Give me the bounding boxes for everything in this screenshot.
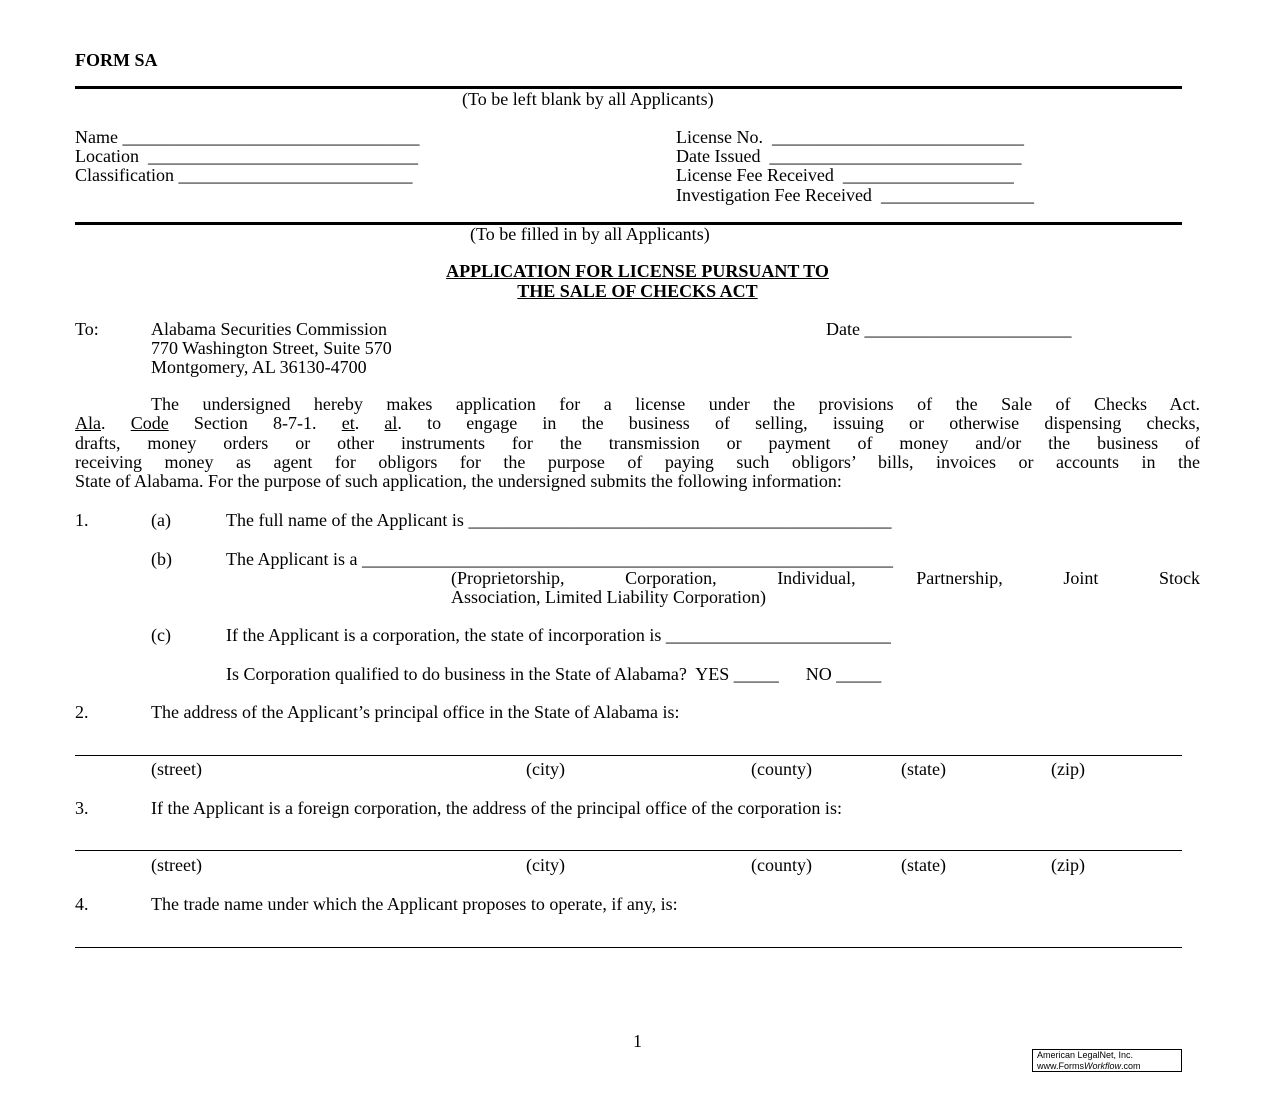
addressee-line2: 770 Washington Street, Suite 570 (151, 338, 392, 358)
state-of-incorporation-blank[interactable]: _________________________ (665, 625, 891, 645)
intro-line: The undersigned hereby makes application for a license under the provisions of the Sale of Checks Act. (151, 394, 1200, 414)
intro-line: State of Alabama. For the purpose of such application, the undersigned submits the following information: (75, 471, 842, 492)
office-field-classification: Classification __________________________ (75, 165, 413, 185)
publisher-url: www.FormsWorkflow.com (1037, 1061, 1141, 1071)
location-blank[interactable]: ______________________________ (147, 146, 418, 166)
to-label: To: (75, 319, 99, 339)
office-field-location: Location ______________________________ (75, 146, 418, 166)
label-city: (city) (526, 759, 565, 779)
name-blank[interactable]: _________________________________ (122, 127, 420, 147)
investigation-fee-blank[interactable]: _________________ (880, 185, 1034, 205)
q1c-text: If the Applicant is a corporation, the state of incorporation is _________________________ (226, 625, 891, 645)
q2-text: The address of the Applicant’s principal office in the State of Alabama is: (151, 702, 680, 722)
intro-line: receiving money as agent for obligors for the purpose of paying such obligors’ bills, invoices or accounts in the (75, 451, 1200, 472)
page-title-line1: APPLICATION FOR LICENSE PURSUANT TO (446, 261, 829, 281)
q4-number: 4. (75, 894, 89, 914)
label-county: (county) (751, 855, 812, 875)
label-street: (street) (151, 759, 202, 779)
q1c-letter: (c) (151, 625, 171, 645)
addressee-line1: Alabama Securities Commission (151, 319, 387, 339)
q3-number: 3. (75, 798, 89, 818)
intro-line: Ala. Code Section 8-7-1. et. al. to engage in the business of selling, issuing or otherwise dispensing checks, (75, 413, 1201, 434)
label-zip: (zip) (1051, 759, 1085, 779)
date-issued-blank[interactable]: ____________________________ (769, 146, 1022, 166)
q1b-hint-line2: Association, Limited Liability Corporation) (451, 587, 766, 607)
q1b-text: The Applicant is a ___________________________________________________________ (226, 549, 893, 569)
qualified-question: Is Corporation qualified to do business in the State of Alabama? YES _____ NO _____ (226, 664, 882, 684)
office-field-investigation-fee: Investigation Fee Received _________________ (676, 185, 1034, 205)
q1b-letter: (b) (151, 549, 172, 569)
intro-paragraph (75, 395, 1200, 491)
publisher-name: American LegalNet, Inc. (1037, 1050, 1134, 1060)
office-field-license-no: License No. ____________________________ (676, 127, 1024, 147)
label-zip: (zip) (1051, 855, 1085, 875)
date-blank[interactable]: _______________________ (864, 319, 1072, 339)
q1-number: 1. (75, 510, 89, 530)
q1a-text: The full name of the Applicant is _______________________________________________ (226, 510, 892, 530)
classification-blank[interactable]: __________________________ (178, 165, 413, 185)
q3-address-line[interactable] (75, 850, 1182, 851)
license-fee-blank[interactable]: ___________________ (842, 165, 1014, 185)
office-field-license-fee: License Fee Received ___________________ (676, 165, 1014, 185)
yes-blank[interactable]: _____ (733, 664, 779, 684)
addressee-line3: Montgomery, AL 36130-4700 (151, 357, 367, 377)
label-state: (state) (901, 759, 946, 779)
license-no-blank[interactable]: ____________________________ (771, 127, 1024, 147)
office-field-name: Name _________________________________ (75, 127, 420, 147)
q2-number: 2. (75, 702, 89, 722)
q1b-hint-line1: (Proprietorship, Corporation, Individual, Partnership, Joint Stock (451, 568, 1200, 588)
publisher-badge (1032, 1049, 1182, 1072)
q1a-letter: (a) (151, 510, 171, 530)
q4-text: The trade name under which the Applicant proposes to operate, if any, is: (151, 894, 678, 914)
date-field: Date _______________________ (826, 319, 1072, 339)
label-state: (state) (901, 855, 946, 875)
label-county: (county) (751, 759, 812, 779)
applicant-caption: (To be filled in by all Applicants) (470, 224, 710, 244)
page-number: 1 (633, 1031, 642, 1051)
applicant-name-blank[interactable]: _______________________________________________ (468, 510, 892, 530)
label-street: (street) (151, 855, 202, 875)
label-city: (city) (526, 855, 565, 875)
no-blank[interactable]: _____ (836, 664, 882, 684)
intro-line: drafts, money orders or other instruments for the transmission or payment of money and/or the business of (75, 432, 1200, 453)
form-id: FORM SA (75, 50, 158, 70)
applicant-type-blank[interactable]: ___________________________________________________________ (361, 549, 893, 569)
q2-address-line[interactable] (75, 755, 1182, 756)
office-caption: (To be left blank by all Applicants) (462, 89, 714, 109)
office-field-date-issued: Date Issued ____________________________ (676, 146, 1022, 166)
q3-text: If the Applicant is a foreign corporation, the address of the principal office of the corporation is: (151, 798, 842, 818)
page-title-line2: THE SALE OF CHECKS ACT (517, 281, 758, 301)
q4-trade-name-line[interactable] (75, 947, 1182, 948)
